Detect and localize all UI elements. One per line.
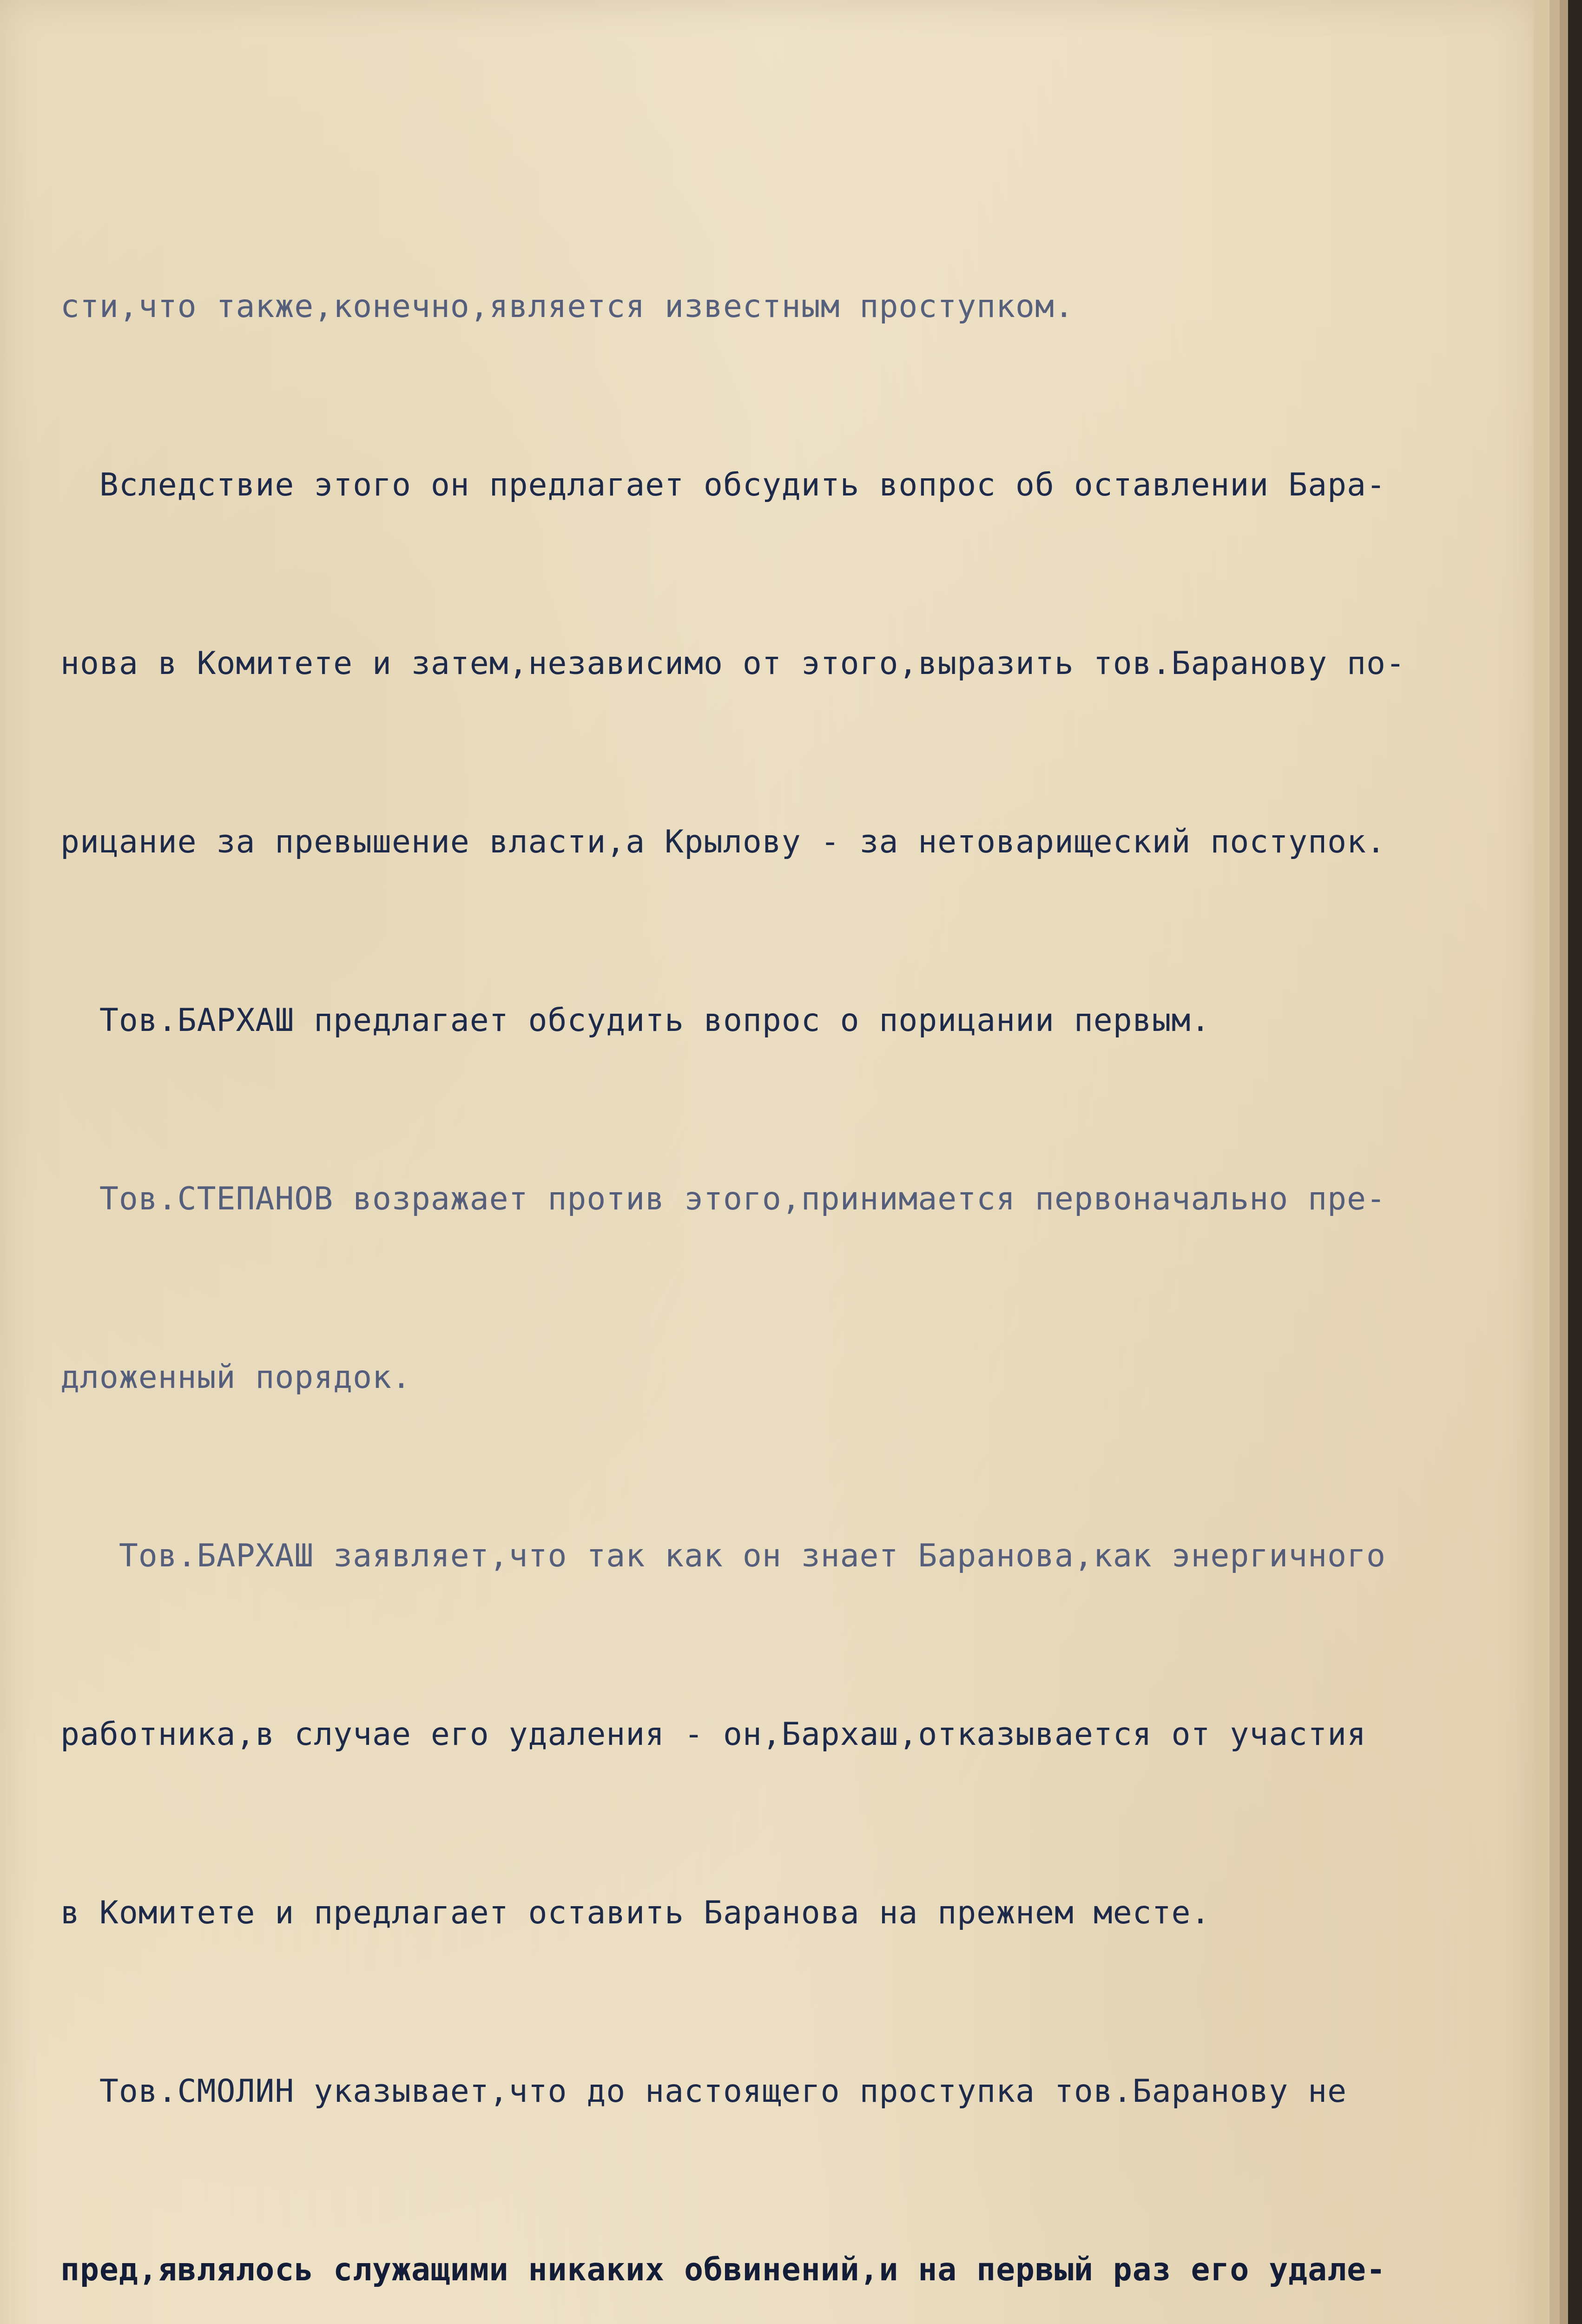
text-line: пред,являлось служащими никаких обвинений,и на первый раз его удале-: [60, 2251, 1386, 2288]
page-stack-edge: [1534, 0, 1549, 2324]
text-line: Вследствие этого он предлагает обсудить вопрос об оставлении Бара-: [60, 467, 1386, 503]
text-line: Тов.СМОЛИН указывает,что до настоящего проступка тов.Баранову не: [60, 2073, 1347, 2110]
text-line: нова в Комитете и затем,независимо от этого,выразить тов.Баранову по-: [60, 645, 1405, 682]
scan-border: [1568, 0, 1582, 2324]
text-line: работника,в случае его удаления - он,Бархаш,отказывается от участия: [60, 1716, 1366, 1753]
text-line: дложенный порядок.: [60, 1359, 411, 1396]
typed-text-body: [60, 158, 1455, 2324]
text-line: Тов.БАРХАШ предлагает обсудить вопрос о порицании первым.: [60, 1002, 1211, 1039]
page-stack-edge: [1549, 0, 1560, 2324]
text-line: Тов.СТЕПАНОВ возражает против этого,принимается первоначально пре-: [60, 1181, 1386, 1217]
text-line: в Комитете и предлагает оставить Баранова на прежнем месте.: [60, 1895, 1211, 1931]
text-line: Тов.БАРХАШ заявляет,что так как он знает Баранова,как энергичного: [60, 1538, 1386, 1574]
page-stack-edge: [1560, 0, 1568, 2324]
text-line: сти,что также,конечно,является известным проступком.: [60, 288, 1074, 325]
text-line: рицание за превышение власти,а Крылову - за нетоварищеский поступок.: [60, 824, 1386, 860]
